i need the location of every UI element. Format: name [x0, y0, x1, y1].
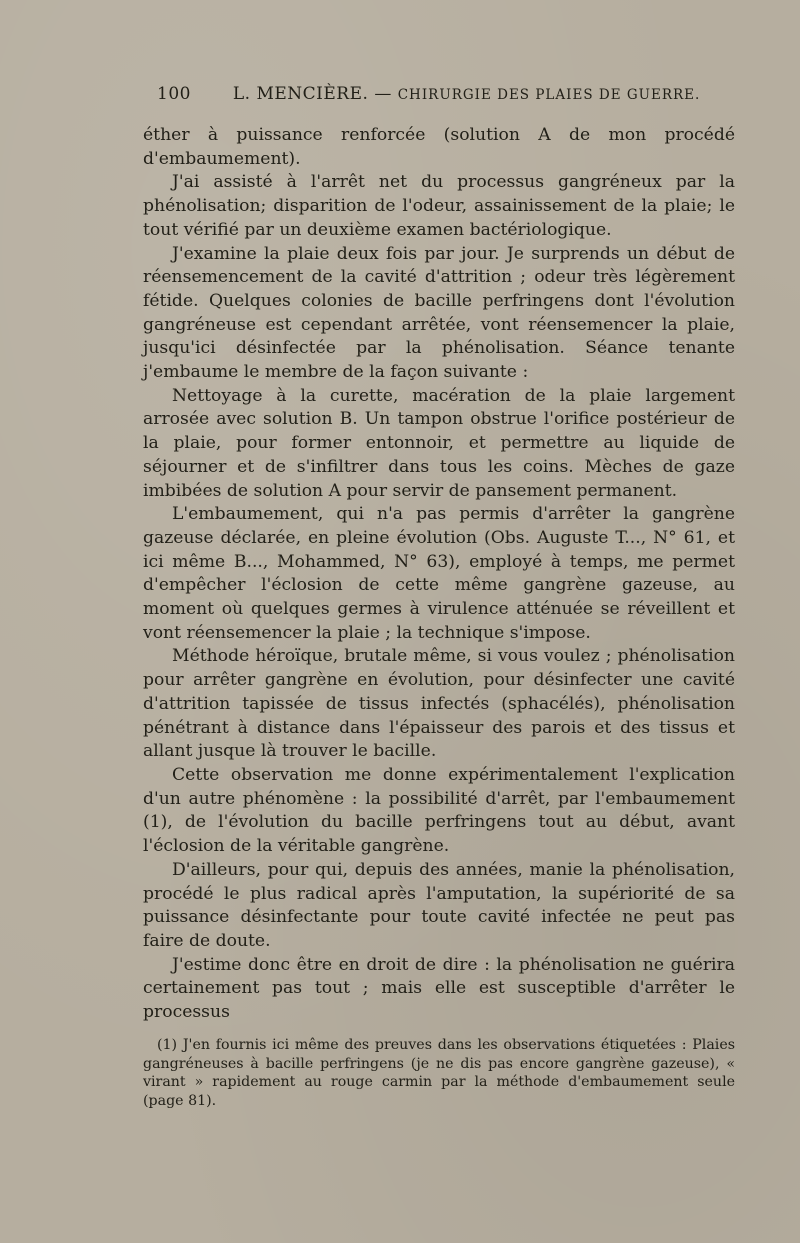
- paragraph: L'embaumement, qui n'a pas permis d'arrêter la gangrène gazeuse déclarée, en pleine évolution (Obs. Auguste T..., N° 61, et ici même B..., Mohammed, N° 63), employé à temps, me permet d'empêcher l'éclosion de cette même gangrène gazeuse, au moment où quelques germes à virulence atténuée se réveillent et vont réensemencer la plaie ; la technique s'impose.: [143, 504, 735, 643]
- paragraph: Cette observation me donne expérimentalement l'explication d'un autre phénomène : la possibilité d'arrêt, par l'embaumement (1), de l'évolution du bacille perfringens tout au début, avant l'éclosion de la véritable gangrène.: [143, 764, 735, 857]
- running-header: [157, 84, 702, 104]
- header-separator: —: [374, 84, 392, 104]
- paragraph: J'estime donc être en droit de dire : la phénolisation ne guérira certainement pas tout ; mais elle est susceptible d'arrêter le processus: [143, 954, 735, 1023]
- paragraph: Méthode héroïque, brutale même, si vous voulez ; phénolisation pour arrêter gangrène en évolution, pour désinfecter une cavité d'attrition tapissée de tissus infectés (sphacélés), phénolisation pénétrant à distance dans l'épaisseur des parois et des tissus et allant jusque là trouver le bacille.: [143, 646, 735, 762]
- page-number: 100: [157, 84, 191, 104]
- paragraph-continued: éther à puissance renforcée (solution A de mon procédé d'embaumement).: [143, 125, 735, 169]
- header-author: L. MENCIÈRE.: [232, 84, 369, 104]
- header-title: CHIRURGIE DES PLAIES DE GUERRE.: [397, 87, 701, 103]
- footnote: (1) J'en fournis ici même des preuves dans les observations étiquetées : Plaies gangréneuses à bacille perfringens (je ne dis pas encore gangrène gazeuse), « virant » rapidement au rouge carmin par la méthode d'embaumement seule (page 81).: [143, 1037, 735, 1109]
- body-text: [143, 124, 735, 1025]
- paragraph: D'ailleurs, pour qui, depuis des années, manie la phénolisation, procédé le plus radical après l'amputation, la supériorité de sa puissance désinfectante pour toute cavité infectée ne peut pas faire de doute.: [143, 859, 735, 951]
- paragraph: Nettoyage à la curette, macération de la plaie largement arrosée avec solution B. Un tampon obstrue l'orifice postérieur de la plaie, pour former entonnoir, et permettre au liquide de séjourner et de s'infiltrer dans tous les coins. Mèches de gaze imbibées de solution A pour servir de pansement permanent.: [143, 385, 735, 501]
- paragraph: J'examine la plaie deux fois par jour. Je surprends un début de réensemencement de la cavité d'attrition ; odeur très légèrement fétide. Quelques colonies de bacille perfringens dont l'évolution gangréneuse est cependant arrêtée, vont réensemencer la plaie, jusqu'ici désinfectée par la phénolisation. Séance tenante j'embaume le membre de la façon suivante :: [143, 243, 735, 383]
- footnotes: [143, 1036, 735, 1110]
- paragraph: J'ai assisté à l'arrêt net du processus gangréneux par la phénolisation; disparition de l'odeur, assainissement de la plaie; le tout vérifié par un deuxième examen bactériologique.: [143, 172, 735, 240]
